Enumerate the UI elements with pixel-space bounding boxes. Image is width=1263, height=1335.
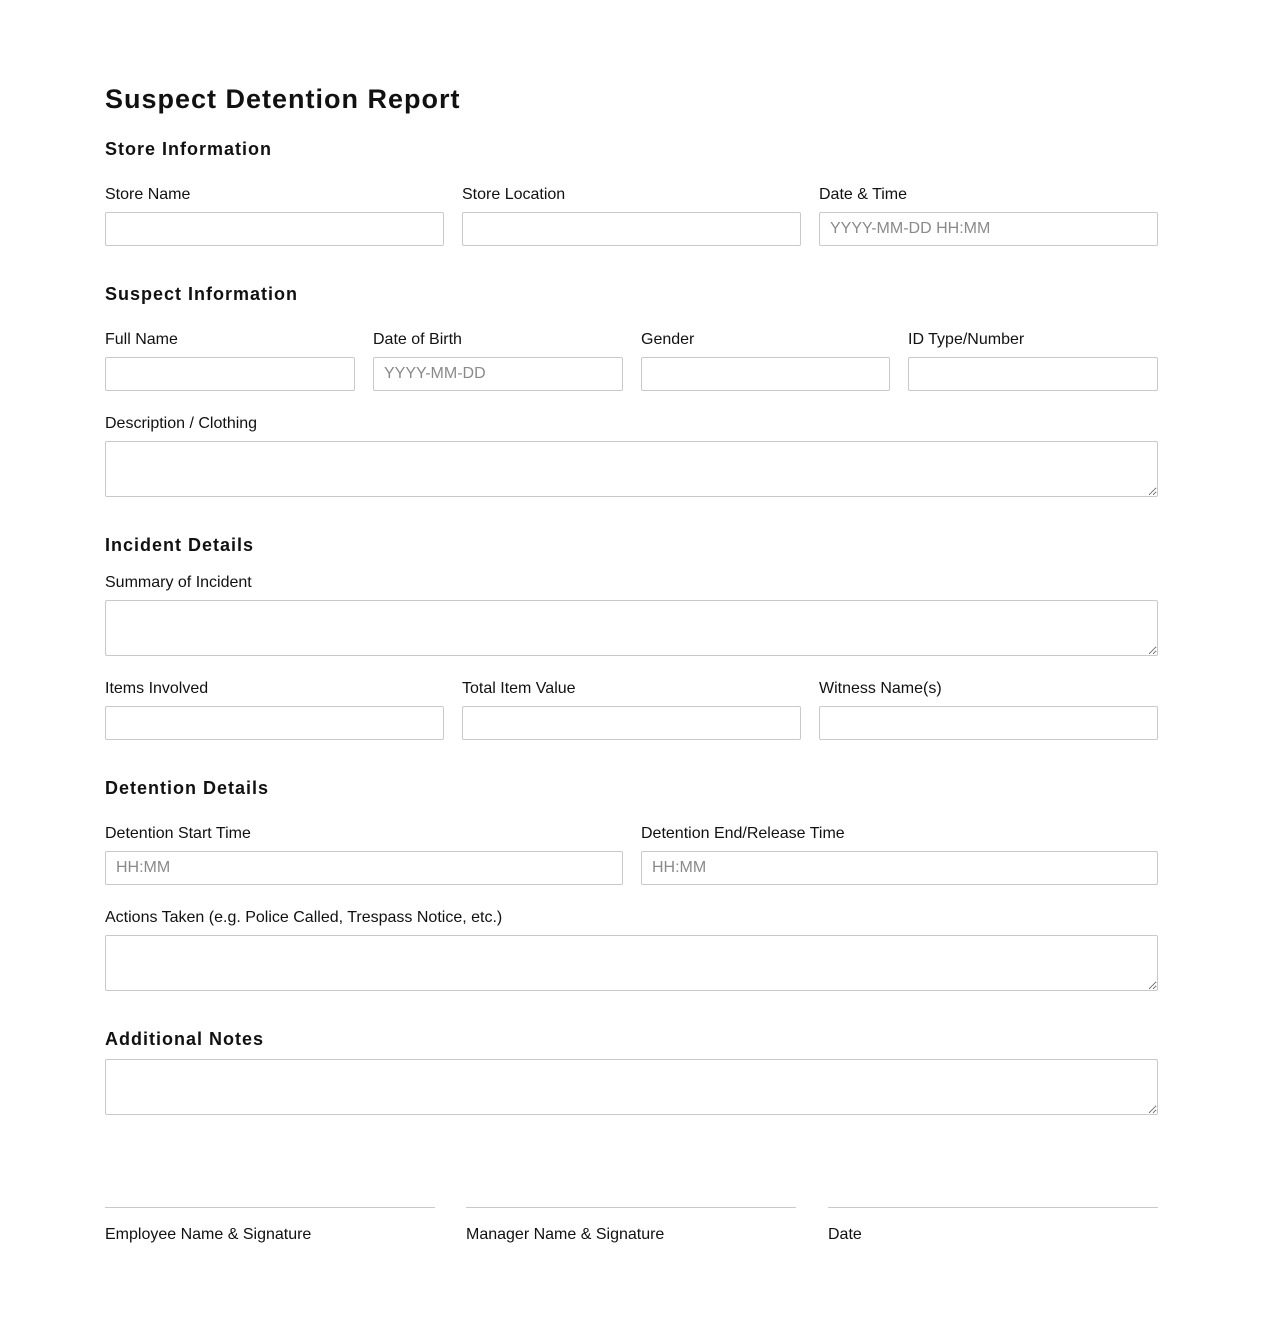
field-additional-notes (105, 1059, 1158, 1115)
field-detention-start (105, 825, 623, 885)
detention-start-label: Detention Start Time (105, 825, 251, 842)
store-name-label: Store Name (105, 186, 191, 203)
date-time-input[interactable] (819, 212, 1158, 246)
section-heading-store: Store Information (105, 139, 273, 159)
incident-summary-textarea[interactable] (105, 600, 1158, 656)
store-location-input[interactable] (462, 212, 801, 246)
gender-input[interactable] (641, 357, 890, 391)
field-incident-summary (105, 574, 1158, 656)
section-heading-detention: Detention Details (105, 778, 270, 798)
actions-taken-label: Actions Taken (e.g. Police Called, Trespass Notice, etc.) (105, 909, 503, 926)
date-of-birth-label: Date of Birth (373, 331, 462, 348)
detention-start-input[interactable] (105, 851, 623, 885)
id-number-input[interactable] (908, 357, 1158, 391)
witness-names-label: Witness Name(s) (819, 680, 942, 697)
field-date-time (819, 186, 1158, 246)
page-title: Suspect Detention Report (105, 84, 461, 114)
field-date-of-birth (373, 331, 623, 391)
full-name-input[interactable] (105, 357, 355, 391)
total-item-value-label: Total Item Value (462, 680, 576, 697)
field-items-involved (105, 680, 444, 740)
additional-notes-textarea[interactable] (105, 1059, 1158, 1115)
field-description (105, 415, 1158, 497)
field-detention-end (641, 825, 1158, 885)
field-actions-taken (105, 909, 1158, 991)
field-total-item-value (462, 680, 801, 740)
actions-taken-textarea[interactable] (105, 935, 1158, 991)
incident-summary-label: Summary of Incident (105, 574, 252, 591)
section-heading-incident: Incident Details (105, 535, 255, 555)
field-id-number (908, 331, 1158, 391)
field-store-location (462, 186, 801, 246)
date-time-label: Date & Time (819, 186, 908, 203)
employee-signature-line: Employee Name & Signature (105, 1207, 435, 1244)
detention-end-label: Detention End/Release Time (641, 825, 845, 842)
detention-end-input[interactable] (641, 851, 1158, 885)
section-heading-suspect: Suspect Information (105, 284, 299, 304)
manager-signature-line: Manager Name & Signature (466, 1207, 796, 1244)
field-full-name (105, 331, 355, 391)
field-witness-names (819, 680, 1158, 740)
date-of-birth-input[interactable] (373, 357, 623, 391)
section-heading-notes: Additional Notes (105, 1029, 264, 1049)
description-label: Description / Clothing (105, 415, 258, 432)
id-number-label: ID Type/Number (908, 331, 1025, 348)
gender-label: Gender (641, 331, 695, 348)
items-involved-input[interactable] (105, 706, 444, 740)
date-signature-line: Date (828, 1207, 1158, 1244)
store-location-label: Store Location (462, 186, 566, 203)
description-textarea[interactable] (105, 441, 1158, 497)
total-item-value-input[interactable] (462, 706, 801, 740)
full-name-label: Full Name (105, 331, 178, 348)
witness-names-input[interactable] (819, 706, 1158, 740)
field-gender (641, 331, 890, 391)
store-name-input[interactable] (105, 212, 444, 246)
field-store-name (105, 186, 444, 246)
items-involved-label: Items Involved (105, 680, 209, 697)
